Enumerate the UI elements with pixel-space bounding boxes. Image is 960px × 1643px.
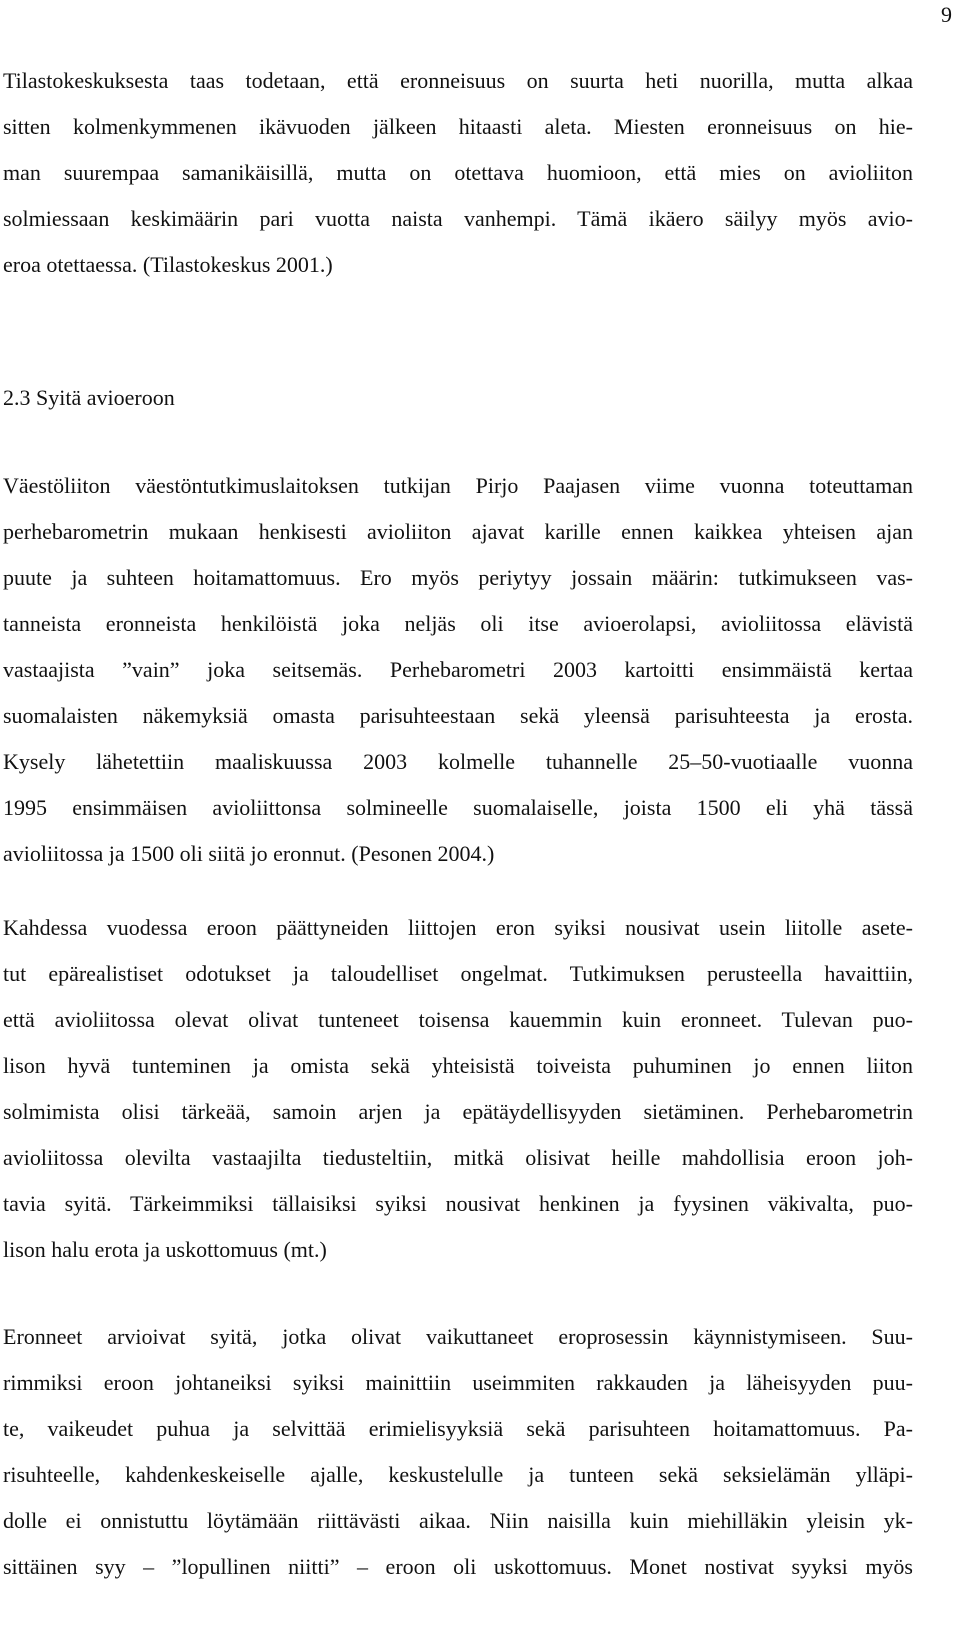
text-line: 1995 ensimmäisen avioliittonsa solmineelle suomalaiselle, joista 1500 eli yhä tässä	[3, 795, 913, 820]
text-line: vastaajista ”vain” joka seitsemäs. Perhebarometri 2003 kartoitti ensimmäistä kertaa	[3, 657, 913, 682]
text-line: että avioliitossa olevat olivat tunteneet toisensa kauemmin kuin eronneet. Tulevan puo-	[3, 1007, 913, 1032]
text-line: solmiessaan keskimäärin pari vuotta naista vanhempi. Tämä ikäero säilyy myös avio-	[3, 206, 913, 231]
text-line: tanneista eronneista henkilöistä joka neljäs oli itse avioerolapsi, avioliitossa elävistä	[3, 611, 913, 636]
text-line: avioliitossa ja 1500 oli siitä jo eronnut. (Pesonen 2004.)	[3, 841, 495, 866]
text-line: tavia syitä. Tärkeimmiksi tällaisiksi syiksi nousivat henkinen ja fyysinen väkivalta, puo-	[3, 1191, 913, 1216]
paragraph-2	[3, 463, 913, 877]
text-line: Kahdessa vuodessa eroon päättyneiden liittojen eron syiksi nousivat usein liitolle asete-	[3, 915, 913, 940]
text-line: Kysely lähetettiin maaliskuussa 2003 kolmelle tuhannelle 25–50-vuotiaalle vuonna	[3, 749, 913, 774]
text-line: solmimista olisi tärkeää, samoin arjen ja epätäydellisyyden sietäminen. Perhebarometrin	[3, 1099, 913, 1124]
paragraph-3	[3, 905, 913, 1273]
text-line: dolle ei onnistuttu löytämään riittävästi aikaa. Niin naisilla kuin miehilläkin yleisin yk-	[3, 1508, 913, 1533]
text-line: sittäinen syy – ”lopullinen niitti” – eroon oli uskottomuus. Monet nostivat syyksi myös	[3, 1554, 913, 1579]
text-line: perhebarometrin mukaan henkisesti avioliiton ajavat karille ennen kaikkea yhteisen ajan	[3, 519, 913, 544]
text-line: risuhteelle, kahdenkeskeiselle ajalle, keskustelulle ja tunteen sekä seksielämän ylläpi-	[3, 1462, 913, 1487]
text-line: sitten kolmenkymmenen ikävuoden jälkeen hitaasti aleta. Miesten eronneisuus on hie-	[3, 114, 913, 139]
text-line: Eronneet arvioivat syitä, jotka olivat vaikuttaneet eroprosessin käynnistymiseen. Suu-	[3, 1324, 913, 1349]
text-line: suomalaisten näkemyksiä omasta parisuhteestaan sekä yleensä parisuhteesta ja erosta.	[3, 703, 913, 728]
text-line: Väestöliiton väestöntutkimuslaitoksen tutkijan Pirjo Paajasen viime vuonna toteuttaman	[3, 473, 913, 498]
text-line: te, vaikeudet puhua ja selvittää erimielisyyksiä sekä parisuhteen hoitamattomuus. Pa-	[3, 1416, 913, 1441]
text-line: tut epärealistiset odotukset ja taloudelliset ongelmat. Tutkimuksen perusteella havaittiin,	[3, 961, 913, 986]
section-heading: 2.3 Syitä avioeroon	[3, 385, 175, 410]
text-line: eroa otettaessa. (Tilastokeskus 2001.)	[3, 252, 333, 277]
text-line: lison hyvä tunteminen ja omista sekä yhteisistä toiveista puhuminen jo ennen liiton	[3, 1053, 913, 1078]
paragraph-4	[3, 1314, 913, 1590]
text-line: man suurempaa samanikäisillä, mutta on otettava huomioon, että mies on avioliiton	[3, 160, 913, 185]
page-number: 9	[941, 2, 952, 27]
text-line: rimmiksi eroon johtaneiksi syiksi mainittiin useimmiten rakkauden ja läheisyyden puu-	[3, 1370, 913, 1395]
text-line: lison halu erota ja uskottomuus (mt.)	[3, 1237, 327, 1262]
text-line: puute ja suhteen hoitamattomuus. Ero myös periytyy jossain määrin: tutkimukseen vas-	[3, 565, 913, 590]
paragraph-1	[3, 58, 913, 288]
text-line: Tilastokeskuksesta taas todetaan, että eronneisuus on suurta heti nuorilla, mutta alkaa	[3, 68, 913, 93]
text-line: avioliitossa olevilta vastaajilta tiedusteltiin, mitkä olisivat heille mahdollisia eroon joh-	[3, 1145, 913, 1170]
